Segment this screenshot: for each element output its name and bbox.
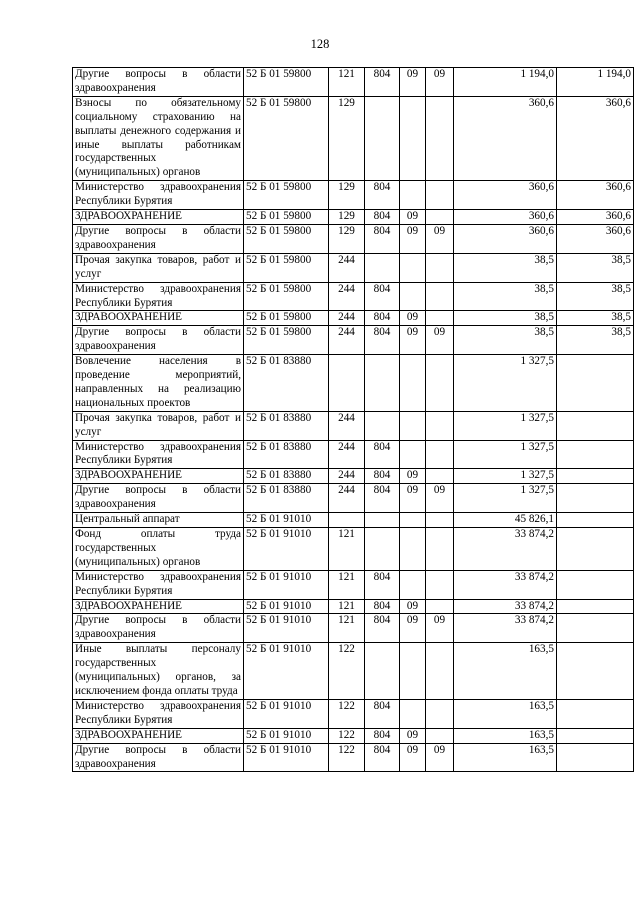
target-article-cell: 52 Б 01 91010 — [244, 614, 329, 643]
expense-type-cell: 129 — [329, 96, 365, 180]
target-article-cell: 52 Б 01 83880 — [244, 411, 329, 440]
section-code-cell: 09 — [400, 484, 426, 513]
section-code-cell: 09 — [400, 311, 426, 326]
amount-year2-cell — [557, 484, 634, 513]
subsection-code-cell: 09 — [426, 743, 454, 772]
table-row — [73, 253, 634, 282]
expense-type-cell: 244 — [329, 253, 365, 282]
amount-year1-cell: 33 874,2 — [454, 570, 557, 599]
target-article-cell: 52 Б 01 59800 — [244, 96, 329, 180]
administrator-code-cell: 804 — [365, 181, 400, 210]
target-article-cell: 52 Б 01 59800 — [244, 224, 329, 253]
amount-year2-cell: 360,6 — [557, 181, 634, 210]
target-article-cell: 52 Б 01 91010 — [244, 699, 329, 728]
expense-type-cell: 244 — [329, 469, 365, 484]
target-article-cell: 52 Б 01 83880 — [244, 484, 329, 513]
target-article-cell: 52 Б 01 91010 — [244, 513, 329, 528]
row-name-cell: Другие вопросы в области здравоохранения — [73, 68, 244, 97]
expense-type-cell: 129 — [329, 210, 365, 225]
target-article-cell: 52 Б 01 91010 — [244, 743, 329, 772]
section-code-cell — [400, 513, 426, 528]
subsection-code-cell: 09 — [426, 484, 454, 513]
amount-year1-cell: 33 874,2 — [454, 599, 557, 614]
target-article-cell: 52 Б 01 91010 — [244, 528, 329, 571]
expense-type-cell — [329, 513, 365, 528]
target-article-cell: 52 Б 01 83880 — [244, 469, 329, 484]
amount-year2-cell — [557, 743, 634, 772]
row-name-cell: Министерство здравоохранения Республики Бурятия — [73, 440, 244, 469]
amount-year2-cell: 38,5 — [557, 326, 634, 355]
amount-year2-cell — [557, 528, 634, 571]
table-row — [73, 210, 634, 225]
row-name-cell: ЗДРАВООХРАНЕНИЕ — [73, 599, 244, 614]
amount-year1-cell: 33 874,2 — [454, 528, 557, 571]
table-row — [73, 355, 634, 412]
target-article-cell: 52 Б 01 83880 — [244, 440, 329, 469]
amount-year2-cell — [557, 728, 634, 743]
row-name-cell: Фонд оплаты труда государственных (муниципальных) органов — [73, 528, 244, 571]
amount-year1-cell: 1 327,5 — [454, 440, 557, 469]
table-row — [73, 743, 634, 772]
section-code-cell: 09 — [400, 224, 426, 253]
amount-year1-cell: 163,5 — [454, 699, 557, 728]
administrator-code-cell: 804 — [365, 311, 400, 326]
row-name-cell: Другие вопросы в области здравоохранения — [73, 484, 244, 513]
subsection-code-cell — [426, 282, 454, 311]
subsection-code-cell — [426, 96, 454, 180]
subsection-code-cell — [426, 643, 454, 700]
amount-year2-cell — [557, 614, 634, 643]
administrator-code-cell: 804 — [365, 326, 400, 355]
table-row — [73, 699, 634, 728]
table-row — [73, 570, 634, 599]
table-row — [73, 528, 634, 571]
expense-type-cell: 121 — [329, 528, 365, 571]
amount-year2-cell — [557, 699, 634, 728]
table-row — [73, 311, 634, 326]
section-code-cell — [400, 528, 426, 571]
expense-type-cell: 244 — [329, 326, 365, 355]
amount-year1-cell: 360,6 — [454, 210, 557, 225]
target-article-cell: 52 Б 01 91010 — [244, 570, 329, 599]
amount-year1-cell: 360,6 — [454, 96, 557, 180]
section-code-cell: 09 — [400, 743, 426, 772]
table-row — [73, 614, 634, 643]
expense-type-cell: 122 — [329, 699, 365, 728]
expense-type-cell: 244 — [329, 440, 365, 469]
amount-year2-cell — [557, 469, 634, 484]
section-code-cell: 09 — [400, 728, 426, 743]
budget-table — [72, 67, 634, 772]
administrator-code-cell: 804 — [365, 599, 400, 614]
amount-year1-cell: 1 327,5 — [454, 411, 557, 440]
target-article-cell: 52 Б 01 59800 — [244, 282, 329, 311]
table-row — [73, 282, 634, 311]
administrator-code-cell: 804 — [365, 440, 400, 469]
row-name-cell: Прочая закупка товаров, работ и услуг — [73, 253, 244, 282]
amount-year2-cell — [557, 643, 634, 700]
administrator-code-cell: 804 — [365, 570, 400, 599]
row-name-cell: ЗДРАВООХРАНЕНИЕ — [73, 311, 244, 326]
section-code-cell — [400, 181, 426, 210]
amount-year1-cell: 45 826,1 — [454, 513, 557, 528]
amount-year2-cell: 38,5 — [557, 253, 634, 282]
subsection-code-cell — [426, 599, 454, 614]
section-code-cell — [400, 96, 426, 180]
expense-type-cell: 129 — [329, 224, 365, 253]
row-name-cell: Центральный аппарат — [73, 513, 244, 528]
table-row — [73, 484, 634, 513]
row-name-cell: Министерство здравоохранения Республики Бурятия — [73, 570, 244, 599]
table-row — [73, 326, 634, 355]
amount-year1-cell: 163,5 — [454, 728, 557, 743]
administrator-code-cell: 804 — [365, 469, 400, 484]
expense-type-cell: 121 — [329, 68, 365, 97]
section-code-cell — [400, 355, 426, 412]
table-row — [73, 513, 634, 528]
row-name-cell: ЗДРАВООХРАНЕНИЕ — [73, 210, 244, 225]
row-name-cell: Другие вопросы в области здравоохранения — [73, 743, 244, 772]
amount-year1-cell: 38,5 — [454, 282, 557, 311]
target-article-cell: 52 Б 01 91010 — [244, 728, 329, 743]
amount-year2-cell: 1 194,0 — [557, 68, 634, 97]
table-row — [73, 411, 634, 440]
subsection-code-cell — [426, 181, 454, 210]
target-article-cell: 52 Б 01 59800 — [244, 253, 329, 282]
subsection-code-cell — [426, 728, 454, 743]
amount-year2-cell: 38,5 — [557, 282, 634, 311]
subsection-code-cell — [426, 311, 454, 326]
table-row — [73, 643, 634, 700]
administrator-code-cell: 804 — [365, 282, 400, 311]
amount-year1-cell: 360,6 — [454, 224, 557, 253]
amount-year1-cell: 38,5 — [454, 326, 557, 355]
amount-year1-cell: 1 327,5 — [454, 355, 557, 412]
administrator-code-cell — [365, 355, 400, 412]
expense-type-cell: 121 — [329, 614, 365, 643]
table-row — [73, 181, 634, 210]
row-name-cell: Другие вопросы в области здравоохранения — [73, 224, 244, 253]
row-name-cell: Другие вопросы в области здравоохранения — [73, 326, 244, 355]
administrator-code-cell — [365, 513, 400, 528]
subsection-code-cell — [426, 210, 454, 225]
row-name-cell: Взносы по обязательному социальному страхованию на выплаты денежного содержания и иные выплаты работникам государственных (муниципальных) органов — [73, 96, 244, 180]
subsection-code-cell: 09 — [426, 68, 454, 97]
table-row — [73, 96, 634, 180]
target-article-cell: 52 Б 01 59800 — [244, 68, 329, 97]
target-article-cell: 52 Б 01 91010 — [244, 643, 329, 700]
row-name-cell: Министерство здравоохранения Республики Бурятия — [73, 181, 244, 210]
section-code-cell — [400, 253, 426, 282]
administrator-code-cell: 804 — [365, 210, 400, 225]
administrator-code-cell — [365, 253, 400, 282]
subsection-code-cell — [426, 355, 454, 412]
section-code-cell — [400, 643, 426, 700]
row-name-cell: Прочая закупка товаров, работ и услуг — [73, 411, 244, 440]
subsection-code-cell — [426, 513, 454, 528]
target-article-cell: 52 Б 01 59800 — [244, 181, 329, 210]
row-name-cell: Вовлечение населения в проведение мероприятий, направленных на реализацию национальных проектов — [73, 355, 244, 412]
table-row — [73, 68, 634, 97]
administrator-code-cell: 804 — [365, 614, 400, 643]
amount-year1-cell: 1 327,5 — [454, 469, 557, 484]
table-row — [73, 728, 634, 743]
amount-year1-cell: 38,5 — [454, 311, 557, 326]
amount-year1-cell: 163,5 — [454, 743, 557, 772]
expense-type-cell: 122 — [329, 743, 365, 772]
expense-type-cell: 121 — [329, 570, 365, 599]
administrator-code-cell: 804 — [365, 68, 400, 97]
amount-year2-cell — [557, 440, 634, 469]
expense-type-cell: 244 — [329, 311, 365, 326]
row-name-cell: Министерство здравоохранения Республики Бурятия — [73, 699, 244, 728]
section-code-cell — [400, 570, 426, 599]
amount-year2-cell: 360,6 — [557, 224, 634, 253]
row-name-cell: Министерство здравоохранения Республики Бурятия — [73, 282, 244, 311]
amount-year2-cell: 360,6 — [557, 210, 634, 225]
target-article-cell: 52 Б 01 83880 — [244, 355, 329, 412]
expense-type-cell: 122 — [329, 643, 365, 700]
amount-year1-cell: 360,6 — [454, 181, 557, 210]
row-name-cell: ЗДРАВООХРАНЕНИЕ — [73, 469, 244, 484]
section-code-cell: 09 — [400, 469, 426, 484]
subsection-code-cell — [426, 528, 454, 571]
subsection-code-cell — [426, 469, 454, 484]
section-code-cell: 09 — [400, 326, 426, 355]
expense-type-cell: 244 — [329, 282, 365, 311]
administrator-code-cell — [365, 411, 400, 440]
subsection-code-cell — [426, 570, 454, 599]
target-article-cell: 52 Б 01 91010 — [244, 599, 329, 614]
budget-table-body — [73, 68, 634, 772]
section-code-cell: 09 — [400, 68, 426, 97]
row-name-cell: ЗДРАВООХРАНЕНИЕ — [73, 728, 244, 743]
expense-type-cell: 129 — [329, 181, 365, 210]
amount-year2-cell: 360,6 — [557, 96, 634, 180]
administrator-code-cell: 804 — [365, 224, 400, 253]
expense-type-cell — [329, 355, 365, 412]
subsection-code-cell: 09 — [426, 326, 454, 355]
section-code-cell — [400, 411, 426, 440]
section-code-cell — [400, 282, 426, 311]
target-article-cell: 52 Б 01 59800 — [244, 210, 329, 225]
amount-year2-cell — [557, 570, 634, 599]
subsection-code-cell — [426, 440, 454, 469]
expense-type-cell: 122 — [329, 728, 365, 743]
table-row — [73, 224, 634, 253]
subsection-code-cell — [426, 253, 454, 282]
section-code-cell: 09 — [400, 210, 426, 225]
amount-year1-cell: 163,5 — [454, 643, 557, 700]
table-row — [73, 469, 634, 484]
subsection-code-cell: 09 — [426, 224, 454, 253]
amount-year2-cell — [557, 355, 634, 412]
amount-year1-cell: 1 194,0 — [454, 68, 557, 97]
subsection-code-cell: 09 — [426, 614, 454, 643]
subsection-code-cell — [426, 699, 454, 728]
expense-type-cell: 244 — [329, 411, 365, 440]
table-row — [73, 440, 634, 469]
amount-year1-cell: 38,5 — [454, 253, 557, 282]
section-code-cell: 09 — [400, 614, 426, 643]
administrator-code-cell: 804 — [365, 728, 400, 743]
amount-year2-cell: 38,5 — [557, 311, 634, 326]
expense-type-cell: 121 — [329, 599, 365, 614]
expense-type-cell: 244 — [329, 484, 365, 513]
administrator-code-cell: 804 — [365, 699, 400, 728]
amount-year2-cell — [557, 513, 634, 528]
target-article-cell: 52 Б 01 59800 — [244, 311, 329, 326]
row-name-cell: Другие вопросы в области здравоохранения — [73, 614, 244, 643]
page-number: 128 — [310, 37, 330, 51]
administrator-code-cell: 804 — [365, 484, 400, 513]
administrator-code-cell — [365, 96, 400, 180]
amount-year2-cell — [557, 599, 634, 614]
amount-year2-cell — [557, 411, 634, 440]
target-article-cell: 52 Б 01 59800 — [244, 326, 329, 355]
subsection-code-cell — [426, 411, 454, 440]
section-code-cell — [400, 699, 426, 728]
table-row — [73, 599, 634, 614]
section-code-cell: 09 — [400, 599, 426, 614]
administrator-code-cell: 804 — [365, 743, 400, 772]
administrator-code-cell — [365, 643, 400, 700]
row-name-cell: Иные выплаты персоналу государственных (муниципальных) органов, за исключением фонда оплаты труда — [73, 643, 244, 700]
amount-year1-cell: 33 874,2 — [454, 614, 557, 643]
section-code-cell — [400, 440, 426, 469]
amount-year1-cell: 1 327,5 — [454, 484, 557, 513]
administrator-code-cell — [365, 528, 400, 571]
